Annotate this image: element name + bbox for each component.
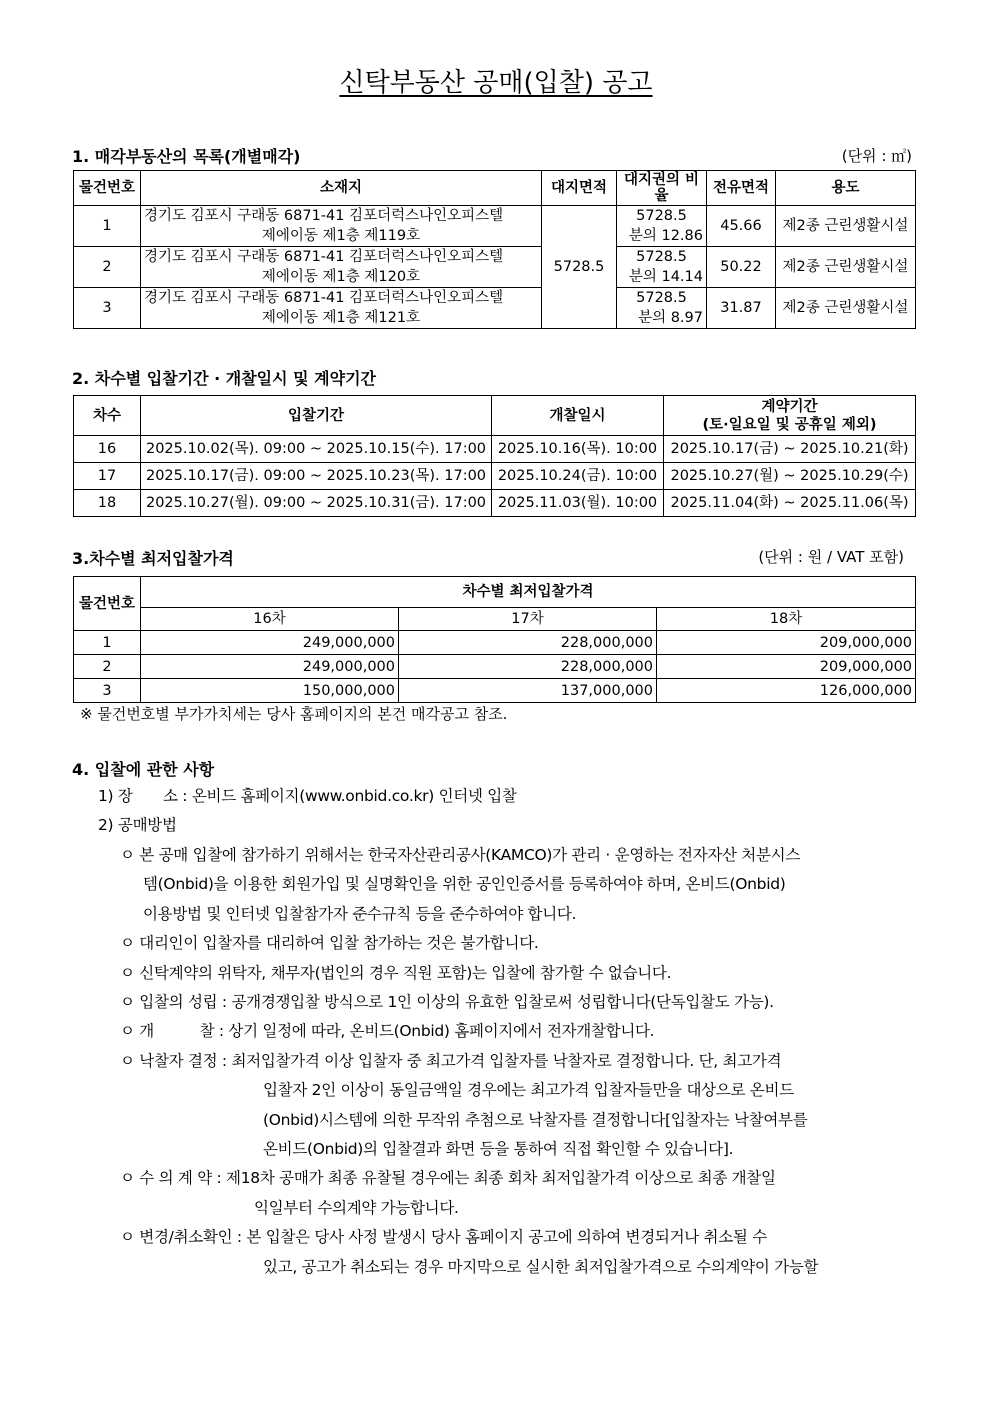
header-cell: 입찰기간 [141,396,492,436]
address: 경기도 김포시 구래동 6871-41 김포더럭스나인오피스텔 제에이동 제1층 제121호 [141,288,542,329]
vat-note: ※ 물건번호별 부가가치세는 당사 홈페이지의 본건 매각공고 참조. [80,705,508,723]
onbid-link[interactable]: www.onbid.co.kr [304,787,429,805]
section2-heading: 2. 차수별 입찰기간 · 개찰일시 및 계약기간 [72,369,377,388]
property-list-table [73,170,916,329]
table-row [74,679,916,703]
location-item: 1) 장 소 : 온비드 홈페이지(www.onbid.co.kr) 인터넷 입찰 [98,787,517,805]
min-price: 249,000,000 [141,655,399,679]
land-area: 5728.5 [542,206,617,329]
property-no: 2 [74,655,141,679]
min-price-table [73,576,916,703]
method-line: 템(Onbid)을 이용한 회원가입 및 실명확인을 위한 공인인증서를 등록하여야 하며, 온비드(Onbid) [143,875,786,894]
exclusive-area: 50.22 [707,247,776,288]
min-price: 228,000,000 [399,631,657,655]
contract-period: 2025.10.17(금) ~ 2025.10.21(화) [664,436,916,463]
property-no: 1 [74,631,141,655]
table-header [74,608,916,631]
section1-heading: 1. 매각부동산의 목록(개별매각) [72,147,301,166]
round: 16 [74,436,141,463]
header-cell: 차수 [74,396,141,436]
land-ratio: 5728.5 분의 14.14 [617,247,707,288]
method-line: ㅇ 수 의 계 약 : 제18차 공매가 최종 유찰될 경우에는 최종 회차 최저입찰가격 이상으로 최종 개찰일 [120,1169,776,1188]
section4-heading: 4. 입찰에 관한 사항 [72,760,215,779]
table-header [74,171,916,206]
address: 경기도 김포시 구래동 6871-41 김포더럭스나인오피스텔 제에이동 제1층 제120호 [141,247,542,288]
min-price: 228,000,000 [399,655,657,679]
table-header [74,577,916,608]
method-line: 이용방법 및 인터넷 입찰참가자 준수규칙 등을 준수하여야 합니다. [143,904,577,923]
header-cell: 물건번호 [74,577,141,631]
min-price: 209,000,000 [657,631,916,655]
header-cell: 용도 [776,171,916,206]
bid-period: 2025.10.27(월). 09:00 ~ 2025.10.31(금). 17:00 [141,490,492,517]
section1-unit: (단위 : ㎡) [841,147,912,165]
section3-heading: 3.차수별 최저입찰가격 [72,549,234,568]
exclusive-area: 45.66 [707,206,776,247]
opening-time: 2025.10.16(목). 10:00 [492,436,664,463]
bid-period: 2025.10.02(목). 09:00 ~ 2025.10.15(수). 17:00 [141,436,492,463]
min-price: 209,000,000 [657,655,916,679]
usage: 제2종 근린생활시설 [776,288,916,329]
table-row [74,655,916,679]
table-row [74,247,916,288]
method-line: ㅇ 변경/취소확인 : 본 입찰은 당사 사정 발생시 당사 홈페이지 공고에 의하여 변경되거나 취소될 수 [120,1228,767,1247]
table-row [74,206,916,247]
property-no: 3 [74,679,141,703]
table-row [74,631,916,655]
round: 18 [74,490,141,517]
min-price: 150,000,000 [141,679,399,703]
header-cell: 소재지 [141,171,542,206]
method-line: ㅇ 개 찰 : 상기 일정에 따라, 온비드(Onbid) 홈페이지에서 전자개찰합니다. [120,1022,655,1041]
opening-time: 2025.11.03(월). 10:00 [492,490,664,517]
table-row [74,436,916,463]
method-line: 입찰자 2인 이상이 동일금액일 경우에는 최고가격 입찰자들만을 대상으로 온비드 [263,1081,794,1100]
header-cell: 전유면적 [707,171,776,206]
header-cell: 개찰일시 [492,396,664,436]
round: 17 [74,463,141,490]
min-price: 137,000,000 [399,679,657,703]
method-line: 있고, 공고가 취소되는 경우 마지막으로 실시한 최저입찰가격으로 수의계약이 가능할 [263,1257,819,1276]
opening-time: 2025.10.24(금). 10:00 [492,463,664,490]
header-cell: 대지면적 [542,171,617,206]
header-cell: 17차 [399,608,657,631]
table-row [74,288,916,329]
page-title: 신탁부동산 공매(입찰) 공고 [339,68,653,98]
method-line: ㅇ 본 공매 입찰에 참가하기 위해서는 한국자산관리공사(KAMCO)가 관리 · 운영하는 전자자산 처분시스 [120,846,800,864]
method-line: ㅇ 대리인이 입찰자를 대리하여 입찰 참가하는 것은 불가합니다. [120,934,539,953]
property-no: 2 [74,247,141,288]
method-line: 온비드(Onbid)의 입찰결과 화면 등을 통하여 직접 확인할 수 있습니다]. [263,1140,734,1158]
method-line: 익일부터 수의계약 가능합니다. [254,1198,459,1217]
exclusive-area: 31.87 [707,288,776,329]
usage: 제2종 근린생활시설 [776,247,916,288]
min-price: 126,000,000 [657,679,916,703]
address: 경기도 김포시 구래동 6871-41 김포더럭스나인오피스텔 제에이동 제1층 제119호 [141,206,542,247]
property-no: 3 [74,288,141,329]
method-line: ㅇ 낙찰자 결정 : 최저입찰가격 이상 입찰자 중 최고가격 입찰자를 낙찰자로 결정합니다. 단, 최고가격 [120,1051,782,1070]
usage: 제2종 근린생활시설 [776,206,916,247]
schedule-table [73,395,916,517]
contract-period: 2025.11.04(화) ~ 2025.11.06(목) [664,490,916,517]
contract-period: 2025.10.27(월) ~ 2025.10.29(수) [664,463,916,490]
method-line: ㅇ 입찰의 성립 : 공개경쟁입찰 방식으로 1인 이상의 유효한 입찰로써 성립합니다(단독입찰도 가능). [120,993,774,1011]
property-no: 1 [74,206,141,247]
method-item: 2) 공매방법 [98,816,177,834]
table-row [74,490,916,517]
header-cell: 대지권의 비율 [617,171,707,206]
header-cell: 차수별 최저입찰가격 [141,577,916,608]
header-cell: 16차 [141,608,399,631]
header-cell: 18차 [657,608,916,631]
table-row [74,463,916,490]
section3-unit: (단위 : 원 / VAT 포함) [758,548,904,566]
table-header [74,396,916,436]
header-cell: 물건번호 [74,171,141,206]
method-line: ㅇ 신탁계약의 위탁자, 채무자(법인의 경우 직원 포함)는 입찰에 참가할 수 없습니다. [120,963,672,982]
bid-period: 2025.10.17(금). 09:00 ~ 2025.10.23(목). 17:00 [141,463,492,490]
method-line: (Onbid)시스템에 의한 무작위 추첨으로 낙찰자를 결정합니다[입찰자는 낙찰여부를 [263,1110,808,1129]
land-ratio: 5728.5 분의 12.86 [617,206,707,247]
land-ratio: 5728.5 분의 8.97 [617,288,707,329]
header-cell: 계약기간 (토·일요일 및 공휴일 제외) [664,396,916,436]
min-price: 249,000,000 [141,631,399,655]
